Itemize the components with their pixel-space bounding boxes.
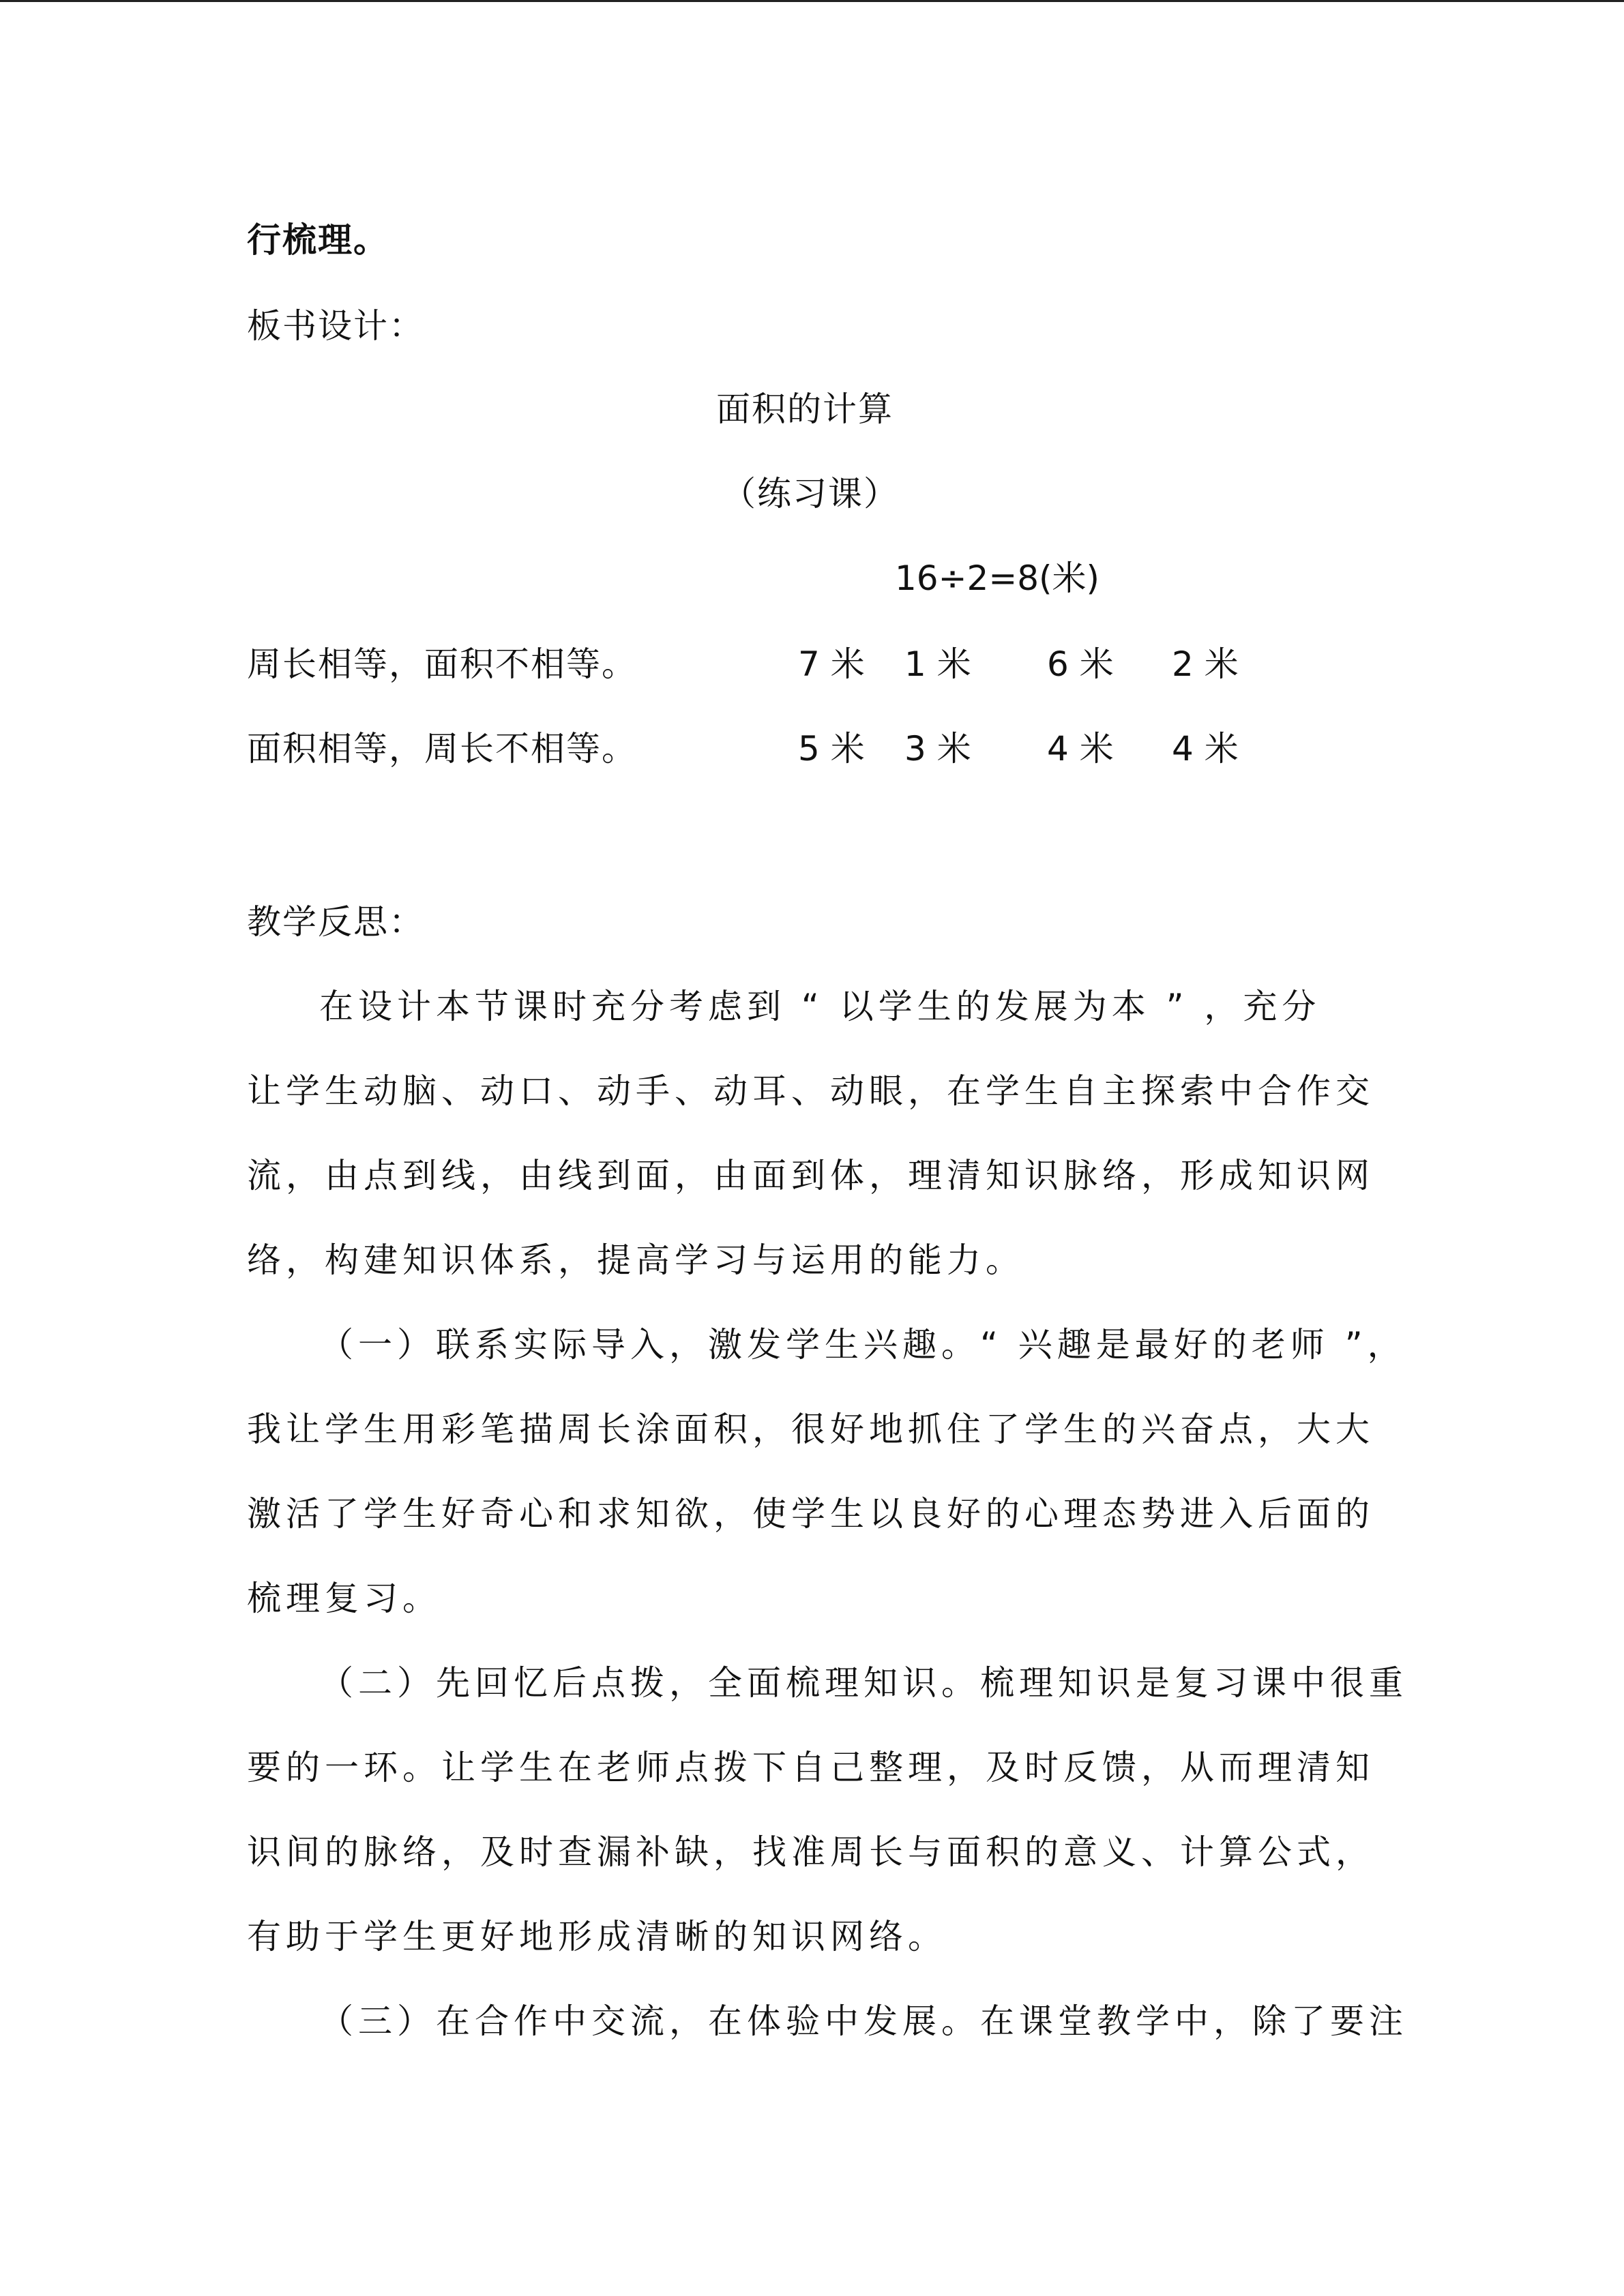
paragraph-line: 梳理复习。	[247, 1579, 441, 1618]
paragraph-line: （一）联系实际导入，激发学生兴趣。“ 兴趣是最好的老师 ”，	[319, 1325, 1406, 1365]
paragraph-line: 在设计本节课时充分考虑到 “ 以学生的发展为本 ” ，充分	[319, 987, 1321, 1026]
board-row-value: 4 米	[1172, 729, 1239, 769]
board-row-value: 2 米	[1172, 644, 1239, 684]
paragraph-line: （三）在合作中交流，在体验中发展。在课堂教学中，除了要注	[319, 2001, 1408, 2041]
board-row-value: 7 米	[798, 644, 865, 684]
board-row-value: 5 米	[798, 729, 865, 769]
paragraph-line: 络，构建知识体系，提高学习与运用的能力。	[247, 1240, 1024, 1280]
paragraph-line: 我让学生用彩笔描周长涂面积，很好地抓住了学生的兴奋点，大大	[247, 1410, 1374, 1449]
board-row-value: 6 米	[1047, 644, 1114, 684]
board-row-value: 4 米	[1047, 729, 1114, 769]
board-row-value: 1 米	[904, 644, 971, 684]
board-formula: 16÷2=8(米)	[895, 558, 1100, 598]
paragraph-line: 有助于学生更好地形成清晰的知识网络。	[247, 1917, 947, 1956]
paragraph-line: 让学生动脑、动口、动手、动耳、动眼，在学生自主探索中合作交	[247, 1071, 1374, 1111]
paragraph-line: 流，由点到线，由线到面，由面到体，理清知识脉络，形成知识网	[247, 1156, 1374, 1195]
paragraph-line: 要的一环。让学生在老师点拨下自己整理，及时反馈，从而理清知	[247, 1748, 1374, 1787]
board-row-label: 面积相等，周长不相等。	[247, 729, 637, 769]
reflection-label: 教学反思：	[247, 902, 424, 942]
paragraph-line: 激活了学生好奇心和求知欲，使学生以良好的心理态势进入后面的	[247, 1494, 1374, 1534]
paragraph-line: （二）先回忆后点拨，全面梳理知识。梳理知识是复习课中很重	[319, 1663, 1408, 1703]
continued-heading: 行梳理。	[247, 220, 389, 260]
board-row-label: 周长相等，面积不相等。	[247, 644, 637, 684]
board-title: 面积的计算	[716, 389, 894, 429]
paragraph-line: 识间的脉络，及时查漏补缺，找准周长与面积的意义、计算公式，	[247, 1832, 1374, 1872]
board-row-value: 3 米	[904, 729, 971, 769]
board-design-label: 板书设计：	[247, 306, 424, 346]
page-top-border	[0, 0, 1624, 2]
board-subtitle: （练习课）	[722, 474, 899, 513]
